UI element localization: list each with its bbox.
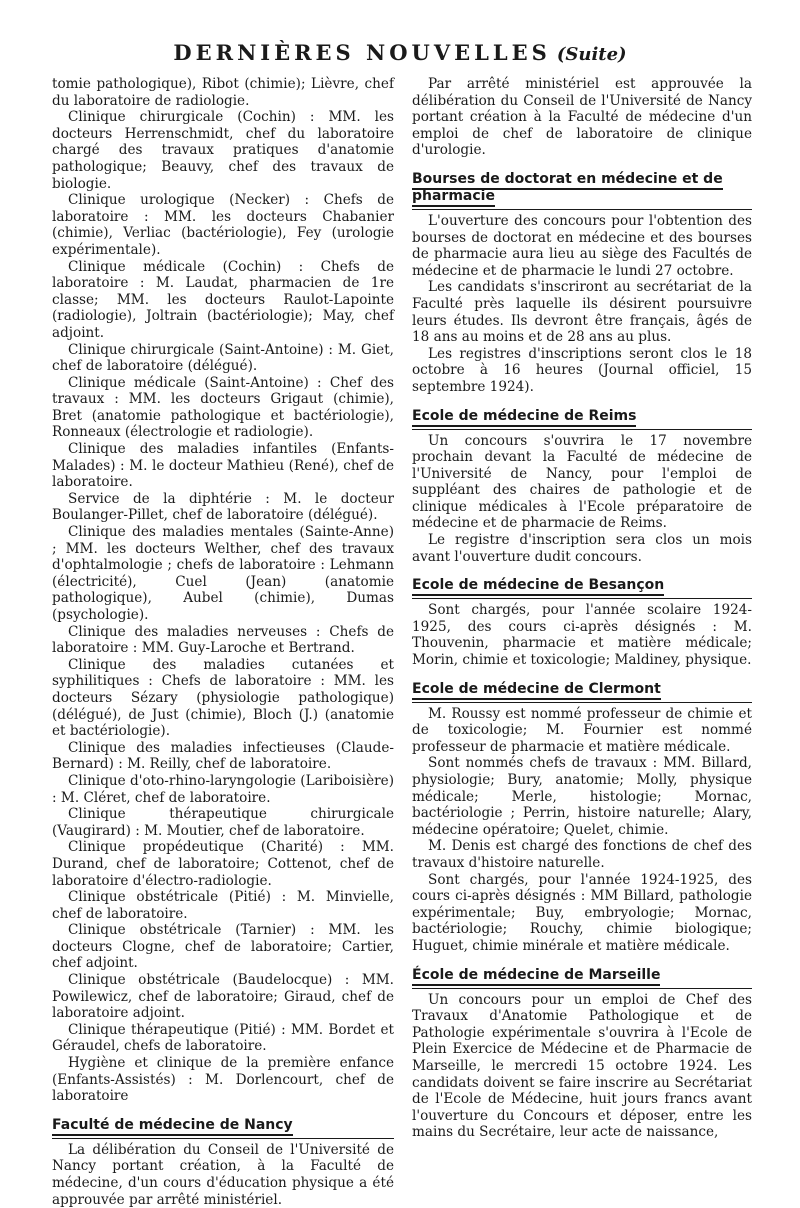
section-heading-text: Ecole de médecine de Clermont [412, 681, 661, 700]
section-heading-besancon [412, 577, 752, 596]
paragraph: Clinique chirurgicale (Cochin) : MM. les docteurs Herrenschmidt, chef du laboratoire chargé des travaux pratiques d'anatomie pathologique; Beauvy, chef des travaux de biologie. [52, 109, 394, 192]
section-divider [52, 1138, 394, 1139]
paragraph: Clinique d'oto-rhino-laryngologie (Lariboisière) : M. Cléret, chef de laboratoire. [52, 772, 394, 806]
paragraph: Les registres d'inscriptions seront clos le 18 octobre à 16 heures (Journal officiel, 15 septembre 1924). [412, 345, 752, 395]
paragraph: Service de la diphtérie : M. le docteur Boulanger-Pillet, chef de laboratoire (délégué). [52, 490, 394, 524]
section-heading-clermont [412, 681, 752, 700]
paragraph: M. Roussy est nommé professeur de chimie et de toxicologie; M. Fournier est nommé professeur de pharmacie et matière médicale. [412, 705, 752, 755]
section-heading-text: Ecole de médecine de Besançon [412, 577, 664, 596]
paragraph: Clinique médicale (Saint-Antoine) : Chef des travaux : MM. les docteurs Grigaut (chimie), Bret (anatomie pathologique et bactériologie), Ronneaux (électrologie et radiologie). [52, 374, 394, 441]
paragraph: Clinique médicale (Cochin) : Chefs de laboratoire : M. Laudat, pharmacien de 1re classe; MM. les docteurs Raulot-Lapointe (radiologie), Joltrain (bactériologie); May, chef adjoint. [52, 258, 394, 341]
paragraph: Clinique thérapeutique (Pitié) : MM. Bordet et Géraudel, chefs de laboratoire. [52, 1021, 394, 1055]
paragraph: Un concours s'ouvrira le 17 novembre prochain devant la Faculté de médecine de l'Université de Nancy, pour l'emploi de suppléant des chaires de pathologie et de clinique médicales à l'Ecole préparatoire de médecine et de pharmacie de Reims. [412, 432, 752, 532]
section-divider [412, 988, 752, 989]
section-divider [412, 598, 752, 599]
paragraph: Clinique obstétricale (Baudelocque) : MM. Powilewicz, chef de laboratoire; Giraud, chef de laboratoire adjoint. [52, 972, 394, 1022]
paragraph: Un concours pour un emploi de Chef des Travaux d'Anatomie Pathologique et de Pathologie expérimentale s'ouvrira à l'Ecole de Plein Exercice de Médecine et de Pharmacie de Marseille, le mercredi 15 octobre 1924. Les candidats doivent se faire inscrire au Secrétariat de l'Ecole de Médecine, huit jours francs avant l'ouverture du Concours et déposer, entre les mains du Secrétaire, leur acte de naissance, [412, 991, 752, 1141]
paragraph: La délibération du Conseil de l'Université de Nancy portant création, à la Faculté de médecine, d'un cours d'éducation physique a été approuvée par arrêté ministériel. [52, 1141, 394, 1208]
section-heading-bourses [412, 171, 752, 207]
paragraph: M. Denis est chargé des fonctions de chef des travaux d'histoire naturelle. [412, 838, 752, 871]
paragraph: L'ouverture des concours pour l'obtention des bourses de doctorat en médecine et des bourses de pharmacie aura lieu au siège des Facultés de médecine et de pharmacie le lundi 27 octobre. [412, 212, 752, 279]
paragraph: Clinique propédeutique (Charité) : MM. Durand, chef de laboratoire; Cottenot, chef de laboratoire d'électro-radiologie. [52, 839, 394, 889]
paragraph: Par arrêté ministériel est approuvée la délibération du Conseil de l'Université de Nancy portant création à la Faculté de médecine d'un emploi de chef de laboratoire de clinique d'urologie. [412, 76, 752, 159]
section-divider [412, 429, 752, 430]
paragraph: Sont nommés chefs de travaux : MM. Billard, physiologie; Bury, anatomie; Molly, physique médicale; Merle, histologie; Mornac, bactériologie ; Perrin, histoire naturelle; Alary, médecine opératoire; Quelet, chimie. [412, 755, 752, 838]
section-heading-nancy [52, 1117, 394, 1136]
paragraph: Clinique des maladies infectieuses (Claude-Bernard) : M. Reilly, chef de laboratoire. [52, 739, 394, 773]
paragraph: Clinique des maladies cutanées et syphilitiques : Chefs de laboratoire : MM. les docteurs Sézary (physiologie pathologique) (délégué), de Just (chimie), Bloch (J.) (anatomie et bactériologie). [52, 656, 394, 740]
paragraph: Les candidats s'inscriront au secrétariat de la Faculté près laquelle ils désirent poursuivre leurs études. Ils devront être français, âgés de 18 ans au moins et de 28 ans au plus. [412, 279, 752, 346]
section-heading-marseille [412, 967, 752, 986]
section-heading-text: Faculté de médecine de Nancy [52, 1117, 293, 1136]
paragraph: Sont chargés, pour l'année 1924-1925, des cours ci-après désignés : MM Billard, pathologie expérimentale; Buy, embryologie; Mornac, bactériologie; Rouchy, chimie biologique; Huguet, chimie minérale et matière médicale. [412, 871, 752, 954]
paragraph: Clinique des maladies nerveuses : Chefs de laboratoire : MM. Guy-Laroche et Bertrand. [52, 623, 394, 657]
paragraph: Clinique urologique (Necker) : Chefs de laboratoire : MM. les docteurs Chabanier (chimie), Verliac (bactériologie), Fey (urologie expérimentale). [52, 192, 394, 258]
paragraph: Hygiène et clinique de la première enfance (Enfants-Assistés) : M. Dorlencourt, chef de laboratoire [52, 1055, 394, 1105]
paragraph: tomie pathologique), Ribot (chimie); Lièvre, chef du laboratoire de radiologie. [52, 76, 394, 109]
section-heading-text: Bourses de doctorat en médecine et de pharmacie [412, 171, 723, 207]
paragraph: Clinique obstétricale (Pitié) : M. Minvielle, chef de laboratoire. [52, 889, 394, 922]
paragraph: Clinique des maladies infantiles (Enfants-Malades) : M. le docteur Mathieu (René), chef de laboratoire. [52, 441, 394, 491]
paragraph: Sont chargés, pour l'année scolaire 1924-1925, des cours ci-après désignés : M. Thouvenin, pharmacie et matière médicale; Morin, chimie et toxicologie; Maldiney, physique. [412, 602, 752, 669]
right-column [412, 76, 752, 1141]
page-title-suite: (Suite) [556, 44, 627, 65]
paragraph: Clinique des maladies mentales (Sainte-Anne) ; MM. les docteurs Welther, chef des travaux d'ophtalmologie ; chefs de laboratoire : Lehmann (électricité), Cuel (Jean) (anatomie pathologique), Aubel (chimie), Dumas (psychologie). [52, 524, 394, 623]
section-heading-reims [412, 408, 752, 427]
paragraph: Le registre d'inscription sera clos un mois avant l'ouverture dudit concours. [412, 532, 752, 565]
page-title [0, 40, 800, 65]
paragraph: Clinique thérapeutique chirurgicale (Vaugirard) : M. Moutier, chef de laboratoire. [52, 806, 394, 839]
section-divider [412, 209, 752, 210]
section-divider [412, 702, 752, 703]
paragraph: Clinique chirurgicale (Saint-Antoine) : M. Giet, chef de laboratoire (délégué). [52, 341, 394, 375]
section-heading-text: Ecole de médecine de Reims [412, 408, 636, 427]
left-column [52, 76, 394, 1208]
paragraph: Clinique obstétricale (Tarnier) : MM. les docteurs Clogne, chef de laboratoire; Cartier, chef adjoint. [52, 922, 394, 972]
page-title-text: DERNIÈRES NOUVELLES [173, 40, 551, 65]
section-heading-text: École de médecine de Marseille [412, 967, 660, 986]
